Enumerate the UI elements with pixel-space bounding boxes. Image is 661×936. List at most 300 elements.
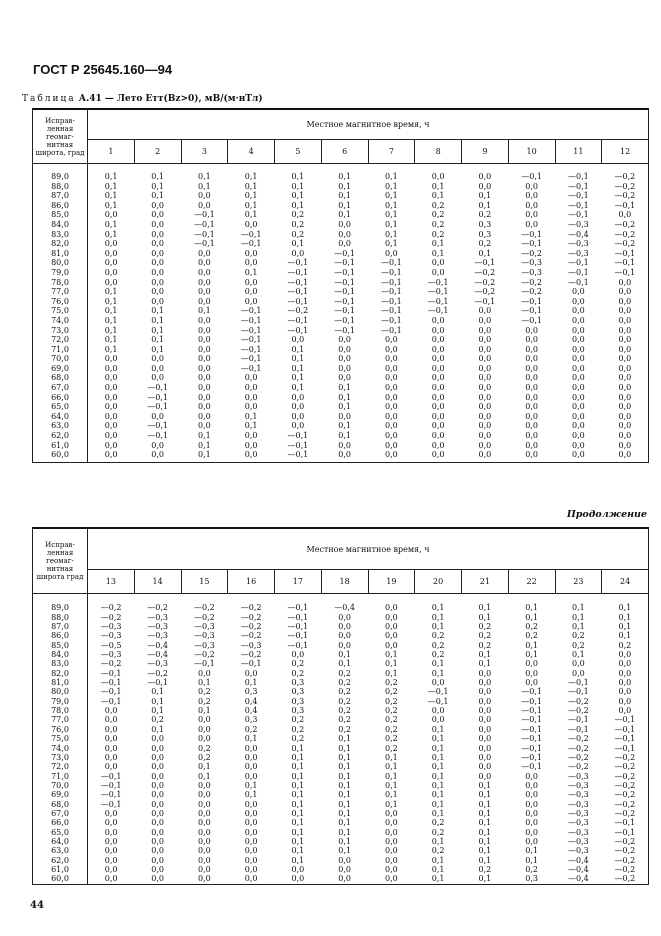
table-row <box>33 753 649 762</box>
value-cell: 0,1 <box>104 287 118 297</box>
table-row <box>33 622 649 631</box>
value-cell: 0,0 <box>198 836 211 846</box>
hour-column-header: 14 <box>134 570 181 594</box>
value-cell: 0,1 <box>338 818 351 828</box>
value-cell: 0,1 <box>291 181 305 191</box>
table-row <box>33 762 649 771</box>
table-caption-text: А.41 — Лето Eᴛᴛ(Bᴢ>0), мВ/(м·нТл) <box>78 94 263 104</box>
value-cell: 0,1 <box>431 864 445 874</box>
value-cell: 0,1 <box>338 200 351 210</box>
value-cell: —0,1 <box>381 306 402 316</box>
value-cell: —0,4 <box>555 874 602 884</box>
value-cell: 0,0 <box>525 373 538 383</box>
value-cell: 0,1 <box>602 613 649 622</box>
value-cell: —0,1 <box>287 315 309 325</box>
value-cell: 0,1 <box>291 808 305 818</box>
value-cell: 0,0 <box>104 431 118 441</box>
value-cell: 0,1 <box>104 200 118 210</box>
latitude-cell: 86,0 <box>33 201 88 211</box>
value-cell: 0,0 <box>151 827 164 837</box>
latitude-cell: 67,0 <box>33 809 88 818</box>
value-cell: 0,1 <box>151 335 164 345</box>
latitude-cell: 86,0 <box>33 631 88 640</box>
value-cell: 0,1 <box>104 306 118 316</box>
value-cell: 0,1 <box>338 762 351 772</box>
spacer-cell <box>415 594 462 604</box>
value-cell: 0,1 <box>431 762 445 772</box>
value-cell: 0,0 <box>198 864 211 874</box>
hour-column-header: 13 <box>88 570 135 594</box>
value-cell: —0,3 <box>100 650 122 660</box>
value-cell: 0,0 <box>525 392 538 402</box>
value-cell: 0,1 <box>338 191 351 201</box>
value-cell: 0,0 <box>244 258 258 268</box>
latitude-cell: 75,0 <box>33 734 88 743</box>
value-cell: 0,0 <box>134 874 181 884</box>
value-cell: —0,1 <box>427 687 449 697</box>
value-cell: 0,0 <box>244 818 258 828</box>
value-cell: 0,0 <box>525 790 538 800</box>
table-row <box>33 874 649 884</box>
value-cell: 0,0 <box>338 864 351 874</box>
value-cell: 0,1 <box>338 799 351 809</box>
value-cell: 0,1 <box>198 306 211 316</box>
table-row <box>33 603 649 612</box>
value-cell: —0,1 <box>602 818 649 827</box>
value-cell: 0,0 <box>525 219 538 229</box>
value-cell: 0,1 <box>338 808 351 818</box>
value-cell: —0,2 <box>100 603 122 613</box>
value-cell: 0,1 <box>385 650 398 660</box>
value-cell: —0,3 <box>194 622 215 632</box>
value-cell: 0,1 <box>104 181 118 191</box>
spacer-cell <box>181 594 228 604</box>
value-cell: 0,1 <box>478 612 492 622</box>
value-cell: 0,1 <box>431 771 445 781</box>
value-cell: 0,0 <box>602 431 649 441</box>
value-cell: 0,0 <box>478 734 492 744</box>
value-cell: 0,0 <box>198 191 211 201</box>
value-cell: 0,0 <box>478 762 492 772</box>
value-cell: 0,0 <box>338 640 351 650</box>
value-cell: —0,1 <box>602 201 649 211</box>
latitude-cell: 69,0 <box>33 364 88 374</box>
value-cell: 0,0 <box>385 354 398 364</box>
value-cell: 0,0 <box>602 669 649 678</box>
value-cell: 0,0 <box>104 373 118 383</box>
value-cell: 0,0 <box>431 421 445 431</box>
value-cell: 0,0 <box>151 296 164 306</box>
value-cell: 0,0 <box>338 612 351 622</box>
value-cell: 0,0 <box>525 836 538 846</box>
latitude-cell: 60,0 <box>33 874 88 884</box>
table-row <box>33 364 649 374</box>
value-cell: —0,1 <box>568 687 589 697</box>
value-cell: 0,1 <box>385 762 398 772</box>
value-cell: 0,0 <box>198 287 211 297</box>
value-cell: —0,2 <box>240 612 262 622</box>
value-cell: 0,1 <box>385 191 398 201</box>
value-cell: 0,2 <box>198 752 211 762</box>
value-cell: 0,1 <box>385 659 398 669</box>
value-cell: 0,1 <box>244 200 258 210</box>
value-cell: 0,2 <box>525 864 538 874</box>
value-cell: —0,1 <box>521 306 542 316</box>
value-cell: 0,0 <box>104 363 118 373</box>
value-cell: —0,1 <box>521 687 542 697</box>
value-cell: 0,0 <box>104 392 118 402</box>
value-cell: 0,1 <box>478 790 492 800</box>
value-cell: —0,1 <box>334 277 355 287</box>
value-cell: 0,3 <box>244 715 258 725</box>
value-cell: 0,0 <box>572 659 585 669</box>
value-cell: 0,1 <box>478 780 492 790</box>
table-row <box>33 650 649 659</box>
value-cell: 0,1 <box>338 734 351 744</box>
spacer-cell <box>228 164 275 173</box>
latitude-cell: 66,0 <box>33 393 88 403</box>
value-cell: —0,1 <box>334 287 355 297</box>
value-cell: 0,2 <box>291 724 305 734</box>
value-cell: 0,0 <box>338 239 351 249</box>
value-cell: 0,1 <box>338 210 351 220</box>
value-cell: —0,3 <box>100 622 122 632</box>
value-cell: 0,0 <box>525 808 538 818</box>
value-cell: 0,1 <box>602 603 649 612</box>
value-cell: —0,1 <box>602 828 649 837</box>
value-cell: 0,2 <box>338 687 351 697</box>
latitude-cell: 71,0 <box>33 772 88 781</box>
value-cell: 0,1 <box>338 431 351 441</box>
spacer-cell <box>462 164 509 173</box>
value-cell: 0,0 <box>525 799 538 809</box>
value-cell: 0,2 <box>291 229 305 239</box>
value-cell: 0,1 <box>385 790 398 800</box>
value-cell: 0,1 <box>478 855 492 865</box>
value-cell: —0,1 <box>100 790 122 800</box>
value-cell: 0,1 <box>431 734 445 744</box>
value-cell: 0,0 <box>478 668 492 678</box>
value-cell: —0,1 <box>147 383 168 393</box>
value-cell: 0,0 <box>244 836 258 846</box>
value-cell: 0,0 <box>602 383 649 393</box>
value-cell: 0,0 <box>478 402 492 412</box>
latitude-cell: 70,0 <box>33 354 88 364</box>
value-cell: —0,1 <box>521 315 542 325</box>
value-cell: 0,0 <box>338 631 351 641</box>
value-cell: 0,0 <box>151 734 164 744</box>
value-cell: 0,0 <box>104 715 118 725</box>
value-cell: 0,0 <box>291 650 305 660</box>
value-cell: 0,0 <box>602 659 649 668</box>
spacer-cell <box>134 164 181 173</box>
value-cell: 0,0 <box>104 239 118 249</box>
value-cell: —0,1 <box>521 743 542 753</box>
value-cell: 0,2 <box>525 622 538 632</box>
value-cell: 0,1 <box>338 836 351 846</box>
value-cell: 0,0 <box>244 743 258 753</box>
value-cell: 0,0 <box>602 316 649 326</box>
latitude-cell: 65,0 <box>33 828 88 837</box>
value-cell: 0,0 <box>431 363 445 373</box>
value-cell: 0,2 <box>198 687 211 697</box>
latitude-cell: 80,0 <box>33 258 88 268</box>
value-cell: 0,1 <box>104 172 118 181</box>
value-cell: 0,1 <box>291 743 305 753</box>
value-cell: 0,0 <box>385 631 398 641</box>
value-cell: 0,0 <box>151 200 164 210</box>
value-cell: 0,0 <box>244 440 258 450</box>
value-cell: 0,0 <box>478 172 492 181</box>
value-cell: —0,1 <box>381 296 402 306</box>
value-cell: 0,0 <box>602 687 649 696</box>
table-caption-prefix: Таблица <box>22 94 76 104</box>
value-cell: 0,0 <box>198 335 211 345</box>
latitude-cell: 89,0 <box>33 172 88 182</box>
value-cell: —0,2 <box>521 248 542 258</box>
value-cell: 0,0 <box>385 392 398 402</box>
value-cell: 0,1 <box>431 799 445 809</box>
value-cell: —0,3 <box>568 818 589 828</box>
latitude-cell: 83,0 <box>33 659 88 668</box>
value-cell: 0,2 <box>338 715 351 725</box>
value-cell: 0,0 <box>385 612 398 622</box>
value-cell: 0,1 <box>525 612 538 622</box>
value-cell: 0,3 <box>478 229 492 239</box>
value-cell: 0,1 <box>478 836 492 846</box>
value-cell: 0,3 <box>291 706 305 716</box>
latitude-cell: 70,0 <box>33 781 88 790</box>
value-cell: 0,0 <box>88 874 135 884</box>
value-cell: 0,1 <box>525 603 538 613</box>
value-cell: 0,2 <box>478 622 492 632</box>
value-cell: 0,0 <box>104 210 118 220</box>
table-row <box>33 687 649 696</box>
spacer-cell <box>321 594 368 604</box>
value-cell: 0,2 <box>338 678 351 688</box>
latitude-cell: 61,0 <box>33 441 88 451</box>
value-cell: —0,2 <box>602 837 649 846</box>
hour-column-header: 3 <box>181 140 228 164</box>
value-cell: —0,2 <box>602 865 649 874</box>
table-row <box>33 725 649 734</box>
value-cell: 0,0 <box>431 383 445 393</box>
value-cell: 0,0 <box>104 267 118 277</box>
value-cell: 0,0 <box>104 752 118 762</box>
value-cell: 0,1 <box>338 752 351 762</box>
value-cell: —0,1 <box>287 640 309 650</box>
latitude-cell: 79,0 <box>33 697 88 706</box>
value-cell: —0,2 <box>287 306 309 316</box>
value-cell: —0,3 <box>147 612 168 622</box>
value-cell: —0,1 <box>147 392 168 402</box>
value-cell: 0,1 <box>431 612 445 622</box>
value-cell: 0,0 <box>385 827 398 837</box>
value-cell: —0,1 <box>100 696 122 706</box>
value-cell: 0,1 <box>244 210 258 220</box>
value-cell: 0,0 <box>478 771 492 781</box>
value-cell: 0,0 <box>385 383 398 393</box>
value-cell: —0,1 <box>568 181 589 191</box>
value-cell: 0,2 <box>525 631 538 641</box>
value-cell: —0,3 <box>521 258 542 268</box>
value-cell: 0,0 <box>151 267 164 277</box>
value-cell: 0,0 <box>104 762 118 772</box>
value-cell: 0,0 <box>338 344 351 354</box>
value-cell: —0,2 <box>568 752 589 762</box>
spacer-cell <box>368 164 415 173</box>
value-cell: 0,0 <box>602 287 649 297</box>
value-cell: —0,4 <box>568 229 589 239</box>
value-cell: 0,1 <box>291 818 305 828</box>
value-cell: 0,0 <box>602 297 649 307</box>
value-cell: 0,0 <box>385 846 398 856</box>
value-cell: 0,0 <box>385 373 398 383</box>
value-cell: 0,1 <box>385 239 398 249</box>
value-cell: 0,2 <box>431 210 445 220</box>
table-row <box>33 393 649 403</box>
value-cell: —0,2 <box>602 772 649 781</box>
value-cell: 0,0 <box>104 808 118 818</box>
value-cell: —0,1 <box>568 172 589 181</box>
value-cell: 0,0 <box>572 296 585 306</box>
value-cell: 0,1 <box>104 191 118 201</box>
value-cell: 0,0 <box>602 393 649 403</box>
value-cell: 0,2 <box>385 724 398 734</box>
table-row <box>33 230 649 240</box>
value-cell: 0,0 <box>525 335 538 345</box>
value-cell: 0,0 <box>198 799 211 809</box>
value-cell: 0,0 <box>555 450 602 463</box>
value-cell: 0,0 <box>104 734 118 744</box>
value-cell: 0,1 <box>291 836 305 846</box>
value-cell: —0,1 <box>287 296 309 306</box>
value-cell: —0,1 <box>568 277 589 287</box>
value-cell: 0,1 <box>572 622 585 632</box>
table-row <box>33 287 649 297</box>
value-cell: —0,1 <box>100 678 122 688</box>
value-cell: —0,1 <box>521 734 542 744</box>
value-cell: 0,0 <box>244 855 258 865</box>
latitude-cell: 88,0 <box>33 613 88 622</box>
value-cell: 0,3 <box>508 874 555 884</box>
latitude-cell: 68,0 <box>33 800 88 809</box>
hour-column-header: 6 <box>321 140 368 164</box>
value-cell: 0,0 <box>338 373 351 383</box>
value-cell: 0,0 <box>291 402 305 412</box>
value-cell: —0,5 <box>100 640 122 650</box>
value-cell: 0,1 <box>431 191 445 201</box>
value-cell: —0,2 <box>568 743 589 753</box>
value-cell: 0,0 <box>431 335 445 345</box>
value-cell: 0,0 <box>572 392 585 402</box>
latitude-cell: 87,0 <box>33 622 88 631</box>
value-cell: 0,0 <box>431 440 445 450</box>
value-cell: —0,3 <box>568 239 589 249</box>
table-row <box>33 734 649 743</box>
value-cell: 0,2 <box>385 687 398 697</box>
value-cell: 0,1 <box>385 172 398 181</box>
value-cell: 0,0 <box>525 383 538 393</box>
value-cell: 0,1 <box>151 191 164 201</box>
value-cell: —0,1 <box>521 696 542 706</box>
value-cell: —0,1 <box>240 335 262 345</box>
latitude-header: Исправ-ленная геомаг-нитная широта, град <box>33 109 88 164</box>
value-cell: 0,1 <box>104 325 118 335</box>
latitude-cell: 83,0 <box>33 230 88 240</box>
value-cell: —0,1 <box>194 659 215 669</box>
value-cell: 0,0 <box>104 402 118 412</box>
value-cell: 0,2 <box>291 219 305 229</box>
value-cell: 0,1 <box>244 421 258 431</box>
table-row <box>33 613 649 622</box>
hour-column-header: 20 <box>415 570 462 594</box>
latitude-cell: 73,0 <box>33 753 88 762</box>
value-cell: 0,1 <box>478 808 492 818</box>
value-cell: 0,0 <box>478 373 492 383</box>
value-cell: 0,0 <box>104 421 118 431</box>
value-cell: 0,0 <box>572 315 585 325</box>
value-cell: —0,3 <box>147 631 168 641</box>
value-cell: 0,0 <box>198 258 211 268</box>
latitude-cell: 74,0 <box>33 744 88 753</box>
value-cell: 0,2 <box>478 210 492 220</box>
table-row <box>33 239 649 249</box>
table-row <box>33 856 649 865</box>
value-cell: 0,1 <box>431 808 445 818</box>
value-cell: 0,0 <box>104 411 118 421</box>
value-cell: —0,1 <box>100 780 122 790</box>
latitude-cell: 63,0 <box>33 421 88 431</box>
value-cell: —0,1 <box>602 249 649 259</box>
value-cell: 0,0 <box>602 650 649 659</box>
value-cell: 0,1 <box>151 325 164 335</box>
value-cell: 0,0 <box>198 846 211 856</box>
value-cell: —0,3 <box>568 846 589 856</box>
latitude-cell: 88,0 <box>33 182 88 192</box>
value-cell: —0,1 <box>568 200 589 210</box>
value-cell: 0,0 <box>478 431 492 441</box>
table-caption <box>22 94 263 104</box>
latitude-cell: 64,0 <box>33 412 88 422</box>
value-cell: —0,1 <box>287 440 309 450</box>
value-cell: 0,0 <box>321 874 368 884</box>
value-cell: 0,0 <box>244 846 258 856</box>
table-row <box>33 335 649 345</box>
latitude-cell: 87,0 <box>33 191 88 201</box>
value-cell: 0,1 <box>291 762 305 772</box>
table-row <box>33 697 649 706</box>
value-cell: —0,1 <box>568 724 589 734</box>
value-cell: 0,0 <box>151 440 164 450</box>
value-cell: —0,1 <box>287 267 309 277</box>
value-cell: 0,1 <box>478 799 492 809</box>
value-cell: 0,2 <box>385 696 398 706</box>
value-cell: 0,1 <box>244 734 258 744</box>
value-cell: 0,1 <box>572 612 585 622</box>
value-cell: —0,2 <box>568 706 589 716</box>
value-cell: 0,0 <box>478 335 492 345</box>
value-cell: 0,0 <box>198 827 211 837</box>
value-cell: 0,0 <box>602 441 649 451</box>
latitude-cell: 82,0 <box>33 669 88 678</box>
value-cell: 0,1 <box>338 659 351 669</box>
value-cell: 0,0 <box>385 622 398 632</box>
value-cell: —0,1 <box>568 715 589 725</box>
value-cell: 0,0 <box>525 431 538 441</box>
value-cell: 0,1 <box>338 383 351 393</box>
value-cell: —0,1 <box>521 296 542 306</box>
